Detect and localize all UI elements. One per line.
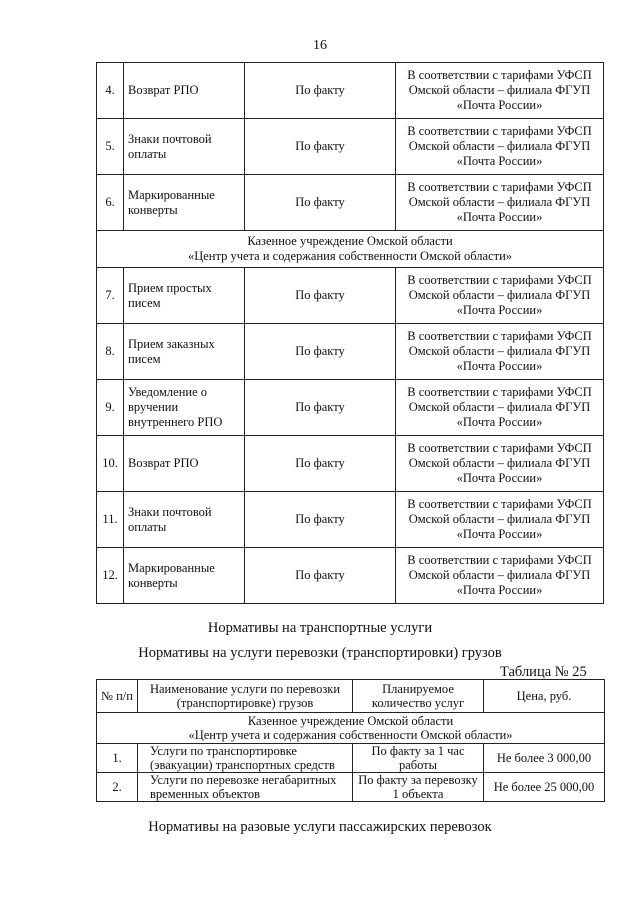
table-row bbox=[97, 436, 604, 492]
quantity-cell: По факту bbox=[245, 268, 396, 324]
cargo-transport-table bbox=[96, 679, 605, 802]
table-row bbox=[97, 268, 604, 324]
price-cell: В соответствии с тарифами УФСП Омской области – филиала ФГУП «Почта России» bbox=[396, 380, 604, 436]
header-num: № п/п bbox=[97, 680, 138, 713]
organization-line-1: Казенное учреждение Омской области bbox=[247, 234, 453, 248]
service-name-cell: Прием заказных писем bbox=[124, 324, 245, 380]
row-number-cell: 4. bbox=[97, 63, 124, 119]
price-cell: В соответствии с тарифами УФСП Омской области – филиала ФГУП «Почта России» bbox=[396, 324, 604, 380]
row-number-cell: 6. bbox=[97, 175, 124, 231]
row-number-cell: 9. bbox=[97, 380, 124, 436]
service-name-cell: Знаки почтовой оплаты bbox=[124, 119, 245, 175]
quantity-cell: По факту bbox=[245, 492, 396, 548]
organization-cell bbox=[97, 713, 605, 744]
quantity-cell: По факту за перевозку 1 объекта bbox=[353, 773, 484, 802]
service-name-cell: Знаки почтовой оплаты bbox=[124, 492, 245, 548]
service-name-cell: Услуги по транспортировке (эвакуации) транспортных средств bbox=[138, 744, 353, 773]
price-cell: Не более 25 000,00 bbox=[484, 773, 605, 802]
table-header-row bbox=[97, 680, 605, 713]
page-number: 16 bbox=[313, 38, 327, 53]
price-cell: В соответствии с тарифами УФСП Омской области – филиала ФГУП «Почта России» bbox=[396, 548, 604, 604]
price-cell: В соответствии с тарифами УФСП Омской области – филиала ФГУП «Почта России» bbox=[396, 63, 604, 119]
quantity-cell: По факту bbox=[245, 119, 396, 175]
service-name-cell: Маркированные конверты bbox=[124, 175, 245, 231]
price-cell: В соответствии с тарифами УФСП Омской области – филиала ФГУП «Почта России» bbox=[396, 436, 604, 492]
table-row bbox=[97, 380, 604, 436]
header-quantity: Планируемое количество услуг bbox=[353, 680, 484, 713]
row-number-cell: 7. bbox=[97, 268, 124, 324]
table-row bbox=[97, 548, 604, 604]
price-cell: В соответствии с тарифами УФСП Омской области – филиала ФГУП «Почта России» bbox=[396, 268, 604, 324]
row-number-cell: 5. bbox=[97, 119, 124, 175]
quantity-cell: По факту bbox=[245, 380, 396, 436]
row-number-cell: 2. bbox=[97, 773, 138, 802]
service-name-cell: Возврат РПО bbox=[124, 63, 245, 119]
row-number-cell: 12. bbox=[97, 548, 124, 604]
service-name-cell: Возврат РПО bbox=[124, 436, 245, 492]
quantity-cell: По факту за 1 час работы bbox=[353, 744, 484, 773]
header-service-name: Наименование услуги по перевозки (транспортировке) грузов bbox=[138, 680, 353, 713]
service-name-cell: Услуги по перевозке негабаритных временных объектов bbox=[138, 773, 353, 802]
passenger-transport-heading: Нормативы на разовые услуги пассажирских перевозок bbox=[148, 819, 492, 835]
row-number-cell: 1. bbox=[97, 744, 138, 773]
row-number-cell: 10. bbox=[97, 436, 124, 492]
service-name-cell: Уведомление о вручении внутреннего РПО bbox=[124, 380, 245, 436]
organization-line-2: «Центр учета и содержания собственности Омской области» bbox=[188, 728, 513, 742]
organization-row bbox=[97, 231, 604, 268]
price-cell: В соответствии с тарифами УФСП Омской области – филиала ФГУП «Почта России» bbox=[396, 175, 604, 231]
price-cell: В соответствии с тарифами УФСП Омской области – филиала ФГУП «Почта России» bbox=[396, 119, 604, 175]
transport-services-heading: Нормативы на транспортные услуги bbox=[207, 620, 433, 636]
postal-services-table bbox=[96, 62, 604, 604]
header-price: Цена, руб. bbox=[484, 680, 605, 713]
table-number-label: Таблица № 25 bbox=[500, 664, 587, 680]
cargo-transport-heading: Нормативы на услуги перевозки (транспортировки) грузов bbox=[138, 645, 502, 661]
row-number-cell: 11. bbox=[97, 492, 124, 548]
table-row bbox=[97, 119, 604, 175]
organization-cell bbox=[97, 231, 604, 268]
table-row bbox=[97, 773, 605, 802]
organization-line-2: «Центр учета и содержания собственности Омской области» bbox=[187, 249, 513, 263]
service-name-cell: Маркированные конверты bbox=[124, 548, 245, 604]
quantity-cell: По факту bbox=[245, 548, 396, 604]
table-row bbox=[97, 63, 604, 119]
row-number-cell: 8. bbox=[97, 324, 124, 380]
quantity-cell: По факту bbox=[245, 63, 396, 119]
quantity-cell: По факту bbox=[245, 324, 396, 380]
quantity-cell: По факту bbox=[245, 436, 396, 492]
table-row bbox=[97, 744, 605, 773]
organization-row bbox=[97, 713, 605, 744]
table-row bbox=[97, 175, 604, 231]
service-name-cell: Прием простых писем bbox=[124, 268, 245, 324]
table-row bbox=[97, 324, 604, 380]
price-cell: В соответствии с тарифами УФСП Омской области – филиала ФГУП «Почта России» bbox=[396, 492, 604, 548]
table-row bbox=[97, 492, 604, 548]
quantity-cell: По факту bbox=[245, 175, 396, 231]
price-cell: Не более 3 000,00 bbox=[484, 744, 605, 773]
organization-line-1: Казенное учреждение Омской области bbox=[247, 714, 454, 728]
